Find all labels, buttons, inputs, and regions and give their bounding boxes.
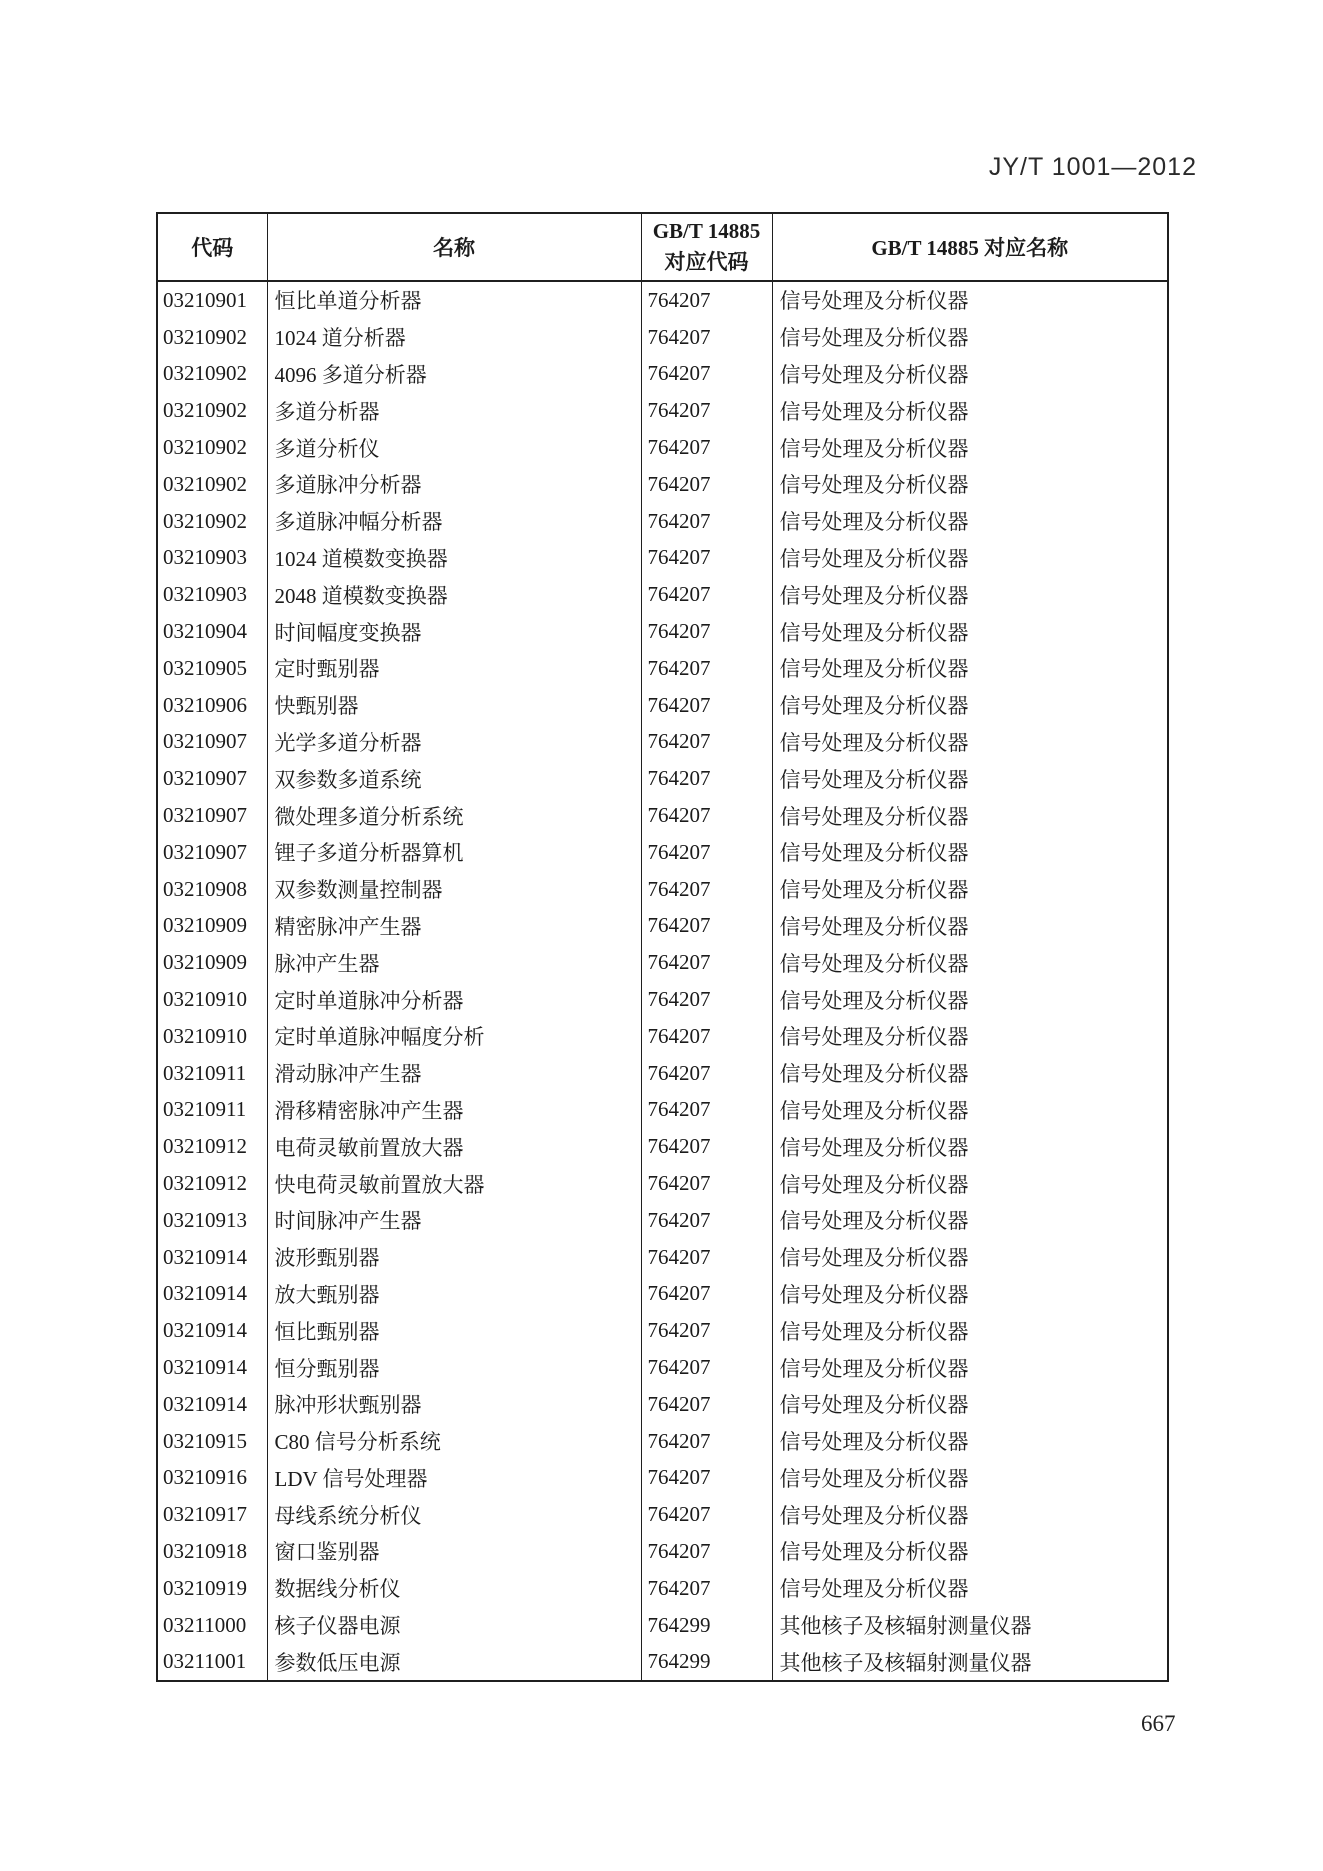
cell-code: 03210910 [163,987,247,1012]
table-row [157,650,1168,687]
cell-gbt-name: 信号处理及分析仪器 [772,1165,1168,1202]
table-row [157,429,1168,466]
cell-name: 恒分甄别器 [267,1349,641,1386]
cell-gbt-code: 764207 [641,944,772,981]
cell-code: 03210914 [163,1355,247,1379]
cell-code: 03210912 [163,1134,247,1159]
cell-name: 双参数测量控制器 [267,871,641,908]
column-header-gbt-name: GB/T 14885 对应名称 [772,213,1168,281]
column-header-code: 代码 [157,213,267,281]
cell-gbt-name: 信号处理及分析仪器 [772,797,1168,834]
cell-gbt-name: 信号处理及分析仪器 [772,429,1168,466]
table-body [157,281,1168,1681]
cell-name: 定时甄别器 [267,650,641,687]
standard-number: JY/T 1001—2012 [988,153,1197,181]
cell-gbt-code: 764207 [641,1018,772,1055]
cell-gbt-name: 信号处理及分析仪器 [772,908,1168,945]
cell-name: 脉冲形状甄别器 [267,1386,641,1423]
cell-name: LDV 信号处理器 [267,1460,641,1497]
table-row [157,1460,1168,1497]
cell-gbt-code: 764207 [641,613,772,650]
cell-name: 滑移精密脉冲产生器 [267,1092,641,1129]
cell-name: 核子仪器电源 [267,1607,641,1644]
cell-gbt-name: 信号处理及分析仪器 [772,1092,1168,1129]
table-row [157,1570,1168,1607]
cell-gbt-code: 764207 [641,1239,772,1276]
cell-name: 1024 道模数变换器 [267,540,641,577]
table-row [157,1386,1168,1423]
cell-gbt-code: 764207 [641,981,772,1018]
cell-name: 微处理多道分析系统 [267,797,641,834]
table-row [157,281,1168,319]
cell-gbt-code: 764207 [641,319,772,356]
cell-gbt-name: 信号处理及分析仪器 [772,724,1168,761]
cell-gbt-name: 信号处理及分析仪器 [772,466,1168,503]
cell-gbt-name: 信号处理及分析仪器 [772,944,1168,981]
cell-code: 03210909 [163,913,247,938]
cell-name: 1024 道分析器 [267,319,641,356]
cell-name: 恒比甄别器 [267,1312,641,1349]
cell-name: 锂子多道分析器算机 [267,834,641,871]
cell-code: 03210912 [163,1171,247,1196]
mapping-table [156,212,1169,1682]
cell-name: 多道脉冲幅分析器 [267,503,641,540]
table-row [157,540,1168,577]
cell-gbt-name: 信号处理及分析仪器 [772,613,1168,650]
cell-code: 03210902 [163,361,247,386]
cell-gbt-code: 764207 [641,1128,772,1165]
cell-code: 03210914 [163,1244,247,1269]
cell-gbt-name: 信号处理及分析仪器 [772,1202,1168,1239]
cell-gbt-code: 764207 [641,281,772,319]
table-row [157,1128,1168,1165]
cell-code: 03211001 [163,1649,247,1674]
cell-name: 时间脉冲产生器 [267,1202,641,1239]
cell-code: 03210902 [163,324,247,349]
cell-gbt-name: 信号处理及分析仪器 [772,1018,1168,1055]
cell-code: 03210919 [163,1575,247,1600]
cell-name: 4096 多道分析器 [267,356,641,393]
cell-gbt-code: 764207 [641,1496,772,1533]
cell-code: 03210905 [163,655,247,680]
cell-gbt-code: 764207 [641,1276,772,1313]
table-row [157,687,1168,724]
table-row [157,1165,1168,1202]
cell-gbt-name: 信号处理及分析仪器 [772,834,1168,871]
table-row [157,1496,1168,1533]
table-row [157,1643,1168,1681]
cell-code: 03210910 [163,1023,247,1048]
cell-gbt-name: 信号处理及分析仪器 [772,1276,1168,1313]
cell-gbt-name: 其他核子及核辐射测量仪器 [772,1643,1168,1681]
table-row [157,944,1168,981]
gbt-code-header-line1: GB/T 14885 [652,219,761,243]
cell-gbt-name: 信号处理及分析仪器 [772,1533,1168,1570]
cell-gbt-name: 信号处理及分析仪器 [772,650,1168,687]
cell-gbt-name: 信号处理及分析仪器 [772,319,1168,356]
cell-gbt-name: 信号处理及分析仪器 [772,981,1168,1018]
cell-name: 精密脉冲产生器 [267,908,641,945]
cell-gbt-name: 信号处理及分析仪器 [772,1570,1168,1607]
cell-code: 03210903 [163,545,247,570]
cell-code: 03210907 [163,803,247,828]
cell-code: 03210903 [163,582,247,607]
cell-name: 快甄别器 [267,687,641,724]
table-row [157,1312,1168,1349]
cell-code: 03210901 [163,287,247,312]
table-row [157,392,1168,429]
cell-code: 03210909 [163,950,247,975]
table-row [157,319,1168,356]
table-row [157,1533,1168,1570]
table-row [157,1055,1168,1092]
table-row [157,871,1168,908]
cell-gbt-code: 764207 [641,466,772,503]
cell-gbt-code: 764207 [641,687,772,724]
table-row [157,1202,1168,1239]
cell-gbt-name: 信号处理及分析仪器 [772,871,1168,908]
cell-code: 03210907 [163,839,247,864]
cell-gbt-code: 764299 [641,1643,772,1681]
cell-name: 放大甄别器 [267,1276,641,1313]
cell-code: 03210902 [163,435,247,460]
table-row [157,1239,1168,1276]
cell-name: 2048 道模数变换器 [267,576,641,613]
cell-gbt-name: 信号处理及分析仪器 [772,1055,1168,1092]
cell-gbt-name: 信号处理及分析仪器 [772,1128,1168,1165]
cell-gbt-name: 信号处理及分析仪器 [772,1312,1168,1349]
cell-name: C80 信号分析系统 [267,1423,641,1460]
cell-code: 03210914 [163,1391,247,1416]
page-number: 667 [1141,1711,1176,1736]
cell-gbt-name: 信号处理及分析仪器 [772,1423,1168,1460]
cell-gbt-name: 信号处理及分析仪器 [772,356,1168,393]
table-row [157,981,1168,1018]
table-row [157,1349,1168,1386]
table-row [157,356,1168,393]
table-row [157,503,1168,540]
cell-name: 定时单道脉冲分析器 [267,981,641,1018]
cell-gbt-code: 764299 [641,1607,772,1644]
cell-gbt-name: 信号处理及分析仪器 [772,1239,1168,1276]
cell-code: 03210917 [163,1502,247,1527]
cell-code: 03210906 [163,692,247,717]
table-row [157,908,1168,945]
cell-name: 母线系统分析仪 [267,1496,641,1533]
cell-code: 03210902 [163,398,247,423]
cell-gbt-name: 信号处理及分析仪器 [772,1496,1168,1533]
cell-gbt-code: 764207 [641,1312,772,1349]
cell-name: 光学多道分析器 [267,724,641,761]
cell-name: 波形甄别器 [267,1239,641,1276]
cell-gbt-name: 信号处理及分析仪器 [772,576,1168,613]
cell-gbt-name: 信号处理及分析仪器 [772,1460,1168,1497]
cell-code: 03210908 [163,876,247,901]
cell-name: 恒比单道分析器 [267,281,641,319]
table-row [157,760,1168,797]
cell-name: 电荷灵敏前置放大器 [267,1128,641,1165]
cell-gbt-code: 764207 [641,429,772,466]
cell-gbt-code: 764207 [641,871,772,908]
cell-name: 定时单道脉冲幅度分析 [267,1018,641,1055]
column-header-name: 名称 [267,213,641,281]
cell-gbt-code: 764207 [641,1092,772,1129]
cell-code: 03210913 [163,1207,247,1232]
cell-gbt-code: 764207 [641,908,772,945]
table-row [157,613,1168,650]
cell-name: 快电荷灵敏前置放大器 [267,1165,641,1202]
cell-gbt-name: 信号处理及分析仪器 [772,760,1168,797]
cell-name: 多道分析器 [267,392,641,429]
cell-code: 03210918 [163,1538,247,1563]
cell-gbt-code: 764207 [641,1202,772,1239]
cell-gbt-name: 信号处理及分析仪器 [772,687,1168,724]
cell-code: 03210916 [163,1465,247,1490]
cell-gbt-name: 其他核子及核辐射测量仪器 [772,1607,1168,1644]
cell-name: 窗口鉴别器 [267,1533,641,1570]
cell-code: 03210914 [163,1281,247,1306]
cell-gbt-code: 764207 [641,1349,772,1386]
cell-gbt-code: 764207 [641,1165,772,1202]
gbt-code-header-line2: 对应代码 [664,250,749,274]
cell-gbt-code: 764207 [641,392,772,429]
cell-code: 03210902 [163,471,247,496]
table-row [157,1607,1168,1644]
cell-gbt-name: 信号处理及分析仪器 [772,281,1168,319]
table-row [157,1092,1168,1129]
cell-name: 滑动脉冲产生器 [267,1055,641,1092]
cell-gbt-code: 764207 [641,1570,772,1607]
cell-name: 参数低压电源 [267,1643,641,1681]
cell-gbt-code: 764207 [641,356,772,393]
cell-name: 多道脉冲分析器 [267,466,641,503]
cell-gbt-code: 764207 [641,1460,772,1497]
cell-gbt-name: 信号处理及分析仪器 [772,503,1168,540]
cell-gbt-code: 764207 [641,576,772,613]
cell-gbt-code: 764207 [641,650,772,687]
cell-gbt-name: 信号处理及分析仪器 [772,392,1168,429]
cell-name: 脉冲产生器 [267,944,641,981]
cell-code: 03210907 [163,729,247,754]
table-row [157,1423,1168,1460]
cell-name: 双参数多道系统 [267,760,641,797]
cell-code: 03210902 [163,508,247,533]
cell-gbt-name: 信号处理及分析仪器 [772,1386,1168,1423]
table-row [157,1018,1168,1055]
cell-code: 03210915 [163,1428,247,1453]
cell-gbt-code: 764207 [641,1423,772,1460]
cell-gbt-code: 764207 [641,1386,772,1423]
cell-name: 多道分析仪 [267,429,641,466]
cell-code: 03210904 [163,619,247,644]
cell-code: 03211000 [163,1612,247,1637]
cell-name: 数据线分析仪 [267,1570,641,1607]
table-row [157,834,1168,871]
column-header-gbt-code [641,213,772,281]
table-row [157,797,1168,834]
cell-gbt-code: 764207 [641,797,772,834]
table-row [157,724,1168,761]
cell-gbt-code: 764207 [641,1055,772,1092]
table-row [157,466,1168,503]
header-row [157,213,1168,281]
cell-name: 时间幅度变换器 [267,613,641,650]
cell-code: 03210914 [163,1318,247,1343]
cell-code: 03210907 [163,766,247,791]
cell-gbt-code: 764207 [641,540,772,577]
cell-gbt-code: 764207 [641,1533,772,1570]
cell-gbt-name: 信号处理及分析仪器 [772,540,1168,577]
cell-code: 03210911 [163,1097,247,1122]
table-row [157,1276,1168,1313]
cell-code: 03210911 [163,1060,247,1085]
cell-gbt-code: 764207 [641,834,772,871]
cell-gbt-code: 764207 [641,760,772,797]
cell-gbt-name: 信号处理及分析仪器 [772,1349,1168,1386]
cell-gbt-code: 764207 [641,503,772,540]
table-row [157,576,1168,613]
cell-gbt-code: 764207 [641,724,772,761]
